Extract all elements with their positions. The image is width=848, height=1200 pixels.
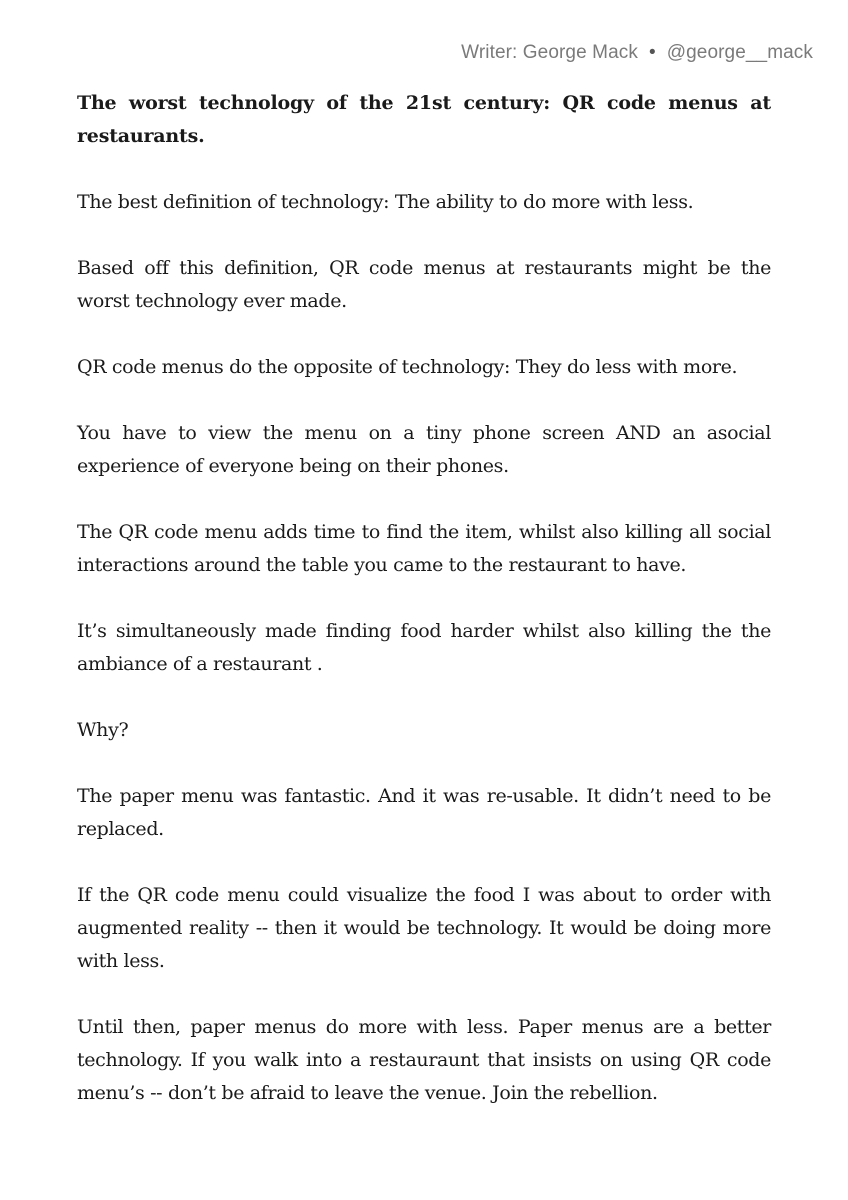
paragraph-worst-technology: Based off this definition, QR code menus at restaurants might be the worst technology ever made. <box>77 257 771 312</box>
paragraph-ambiance: It’s simultaneously made finding food harder whilst also killing the the ambiance of a restaurant . <box>77 620 771 675</box>
paragraph-opposite: QR code menus do the opposite of technology: They do less with more. <box>77 356 738 378</box>
article-title: The worst technology of the 21st century: QR code menus at restaurants. <box>77 92 771 147</box>
bullet-separator: • <box>648 42 656 63</box>
paragraph-adds-time: The QR code menu adds time to find the item, whilst also killing all social interactions around the table you came to the restaurant to have. <box>77 521 771 576</box>
paragraph-paper-menu: The paper menu was fantastic. And it was re-usable. It didn’t need to be replaced. <box>77 785 771 840</box>
byline-header <box>461 42 813 64</box>
article-body <box>77 87 771 1143</box>
twitter-handle: @george__mack <box>666 42 813 63</box>
paragraph-why: Why? <box>77 719 129 741</box>
paragraph-augmented-reality: If the QR code menu could visualize the food I was about to order with augmented reality -- then it would be technology. It would be doing more with less. <box>77 884 771 972</box>
paragraph-definition: The best definition of technology: The ability to do more with less. <box>77 191 694 213</box>
paragraph-conclusion: Until then, paper menus do more with less. Paper menus are a better technology. If you walk into a restauraunt that insists on using QR code menu’s -- don’t be afraid to leave the venue. Join the rebellion. <box>77 1016 771 1104</box>
writer-name: Writer: George Mack <box>461 42 638 63</box>
paragraph-tiny-screen: You have to view the menu on a tiny phone screen AND an asocial experience of everyone being on their phones. <box>77 422 771 477</box>
